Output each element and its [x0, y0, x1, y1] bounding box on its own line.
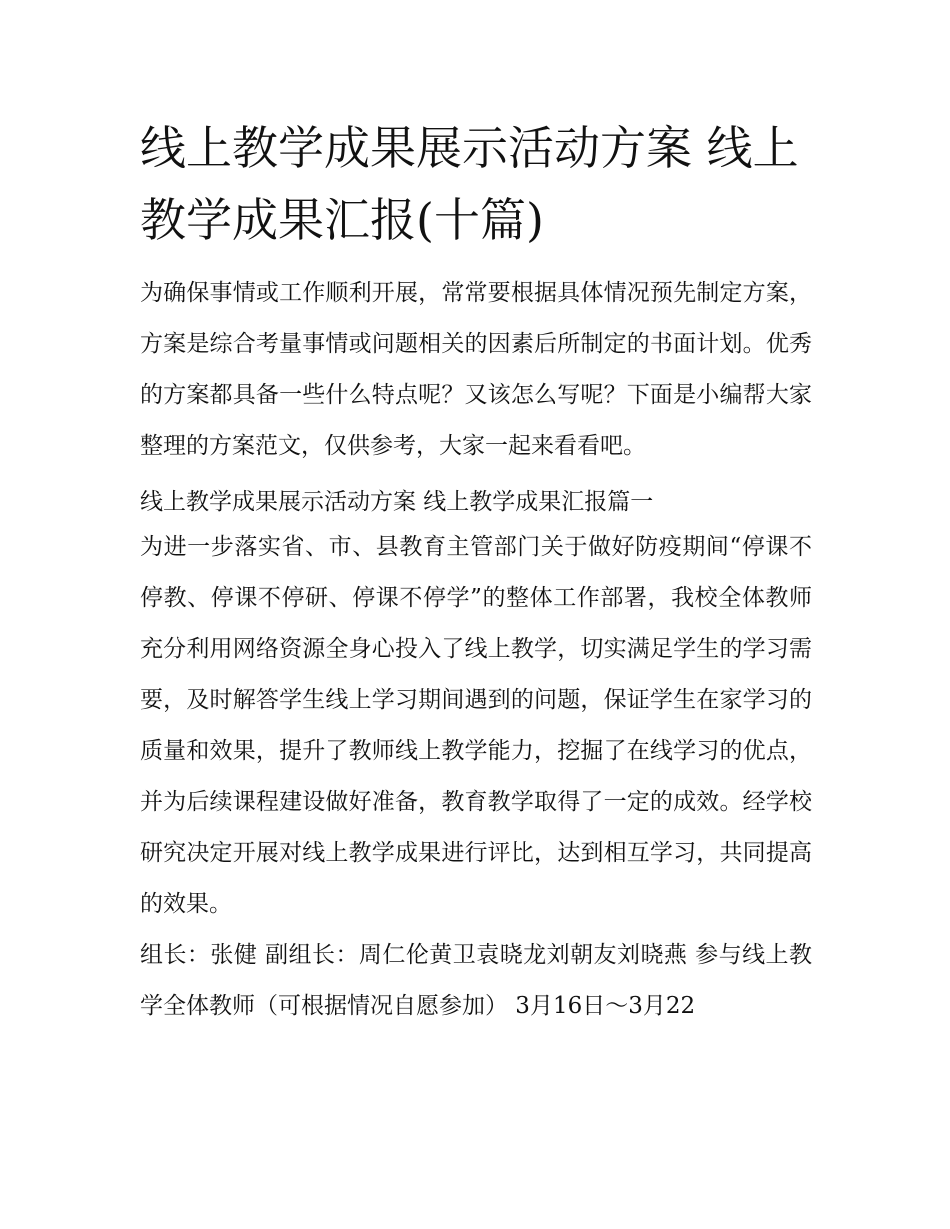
intro-paragraph: 为确保事情或工作顺利开展，常常要根据具体情况预先制定方案，方案是综合考量事情或问题相关的因素后所制定的书面计划。优秀的方案都具备一些什么特点呢？又该怎么写呢？下面是小编帮大家整理的方案范文，仅供参考，大家一起来看看吧。	[140, 280, 812, 459]
organization-paragraph: 组长：张健 副组长：周仁伦黄卫袁晓龙刘朝友刘晓燕 参与线上教学全体教师（可根据情况自愿参加） 3月16日～3月22	[140, 942, 812, 1019]
document-title: 线上教学成果展示活动方案 线上教学成果汇报(十篇)	[140, 121, 799, 247]
document-page	[140, 112, 812, 1032]
body-paragraph: 为进一步落实省、市、县教育主管部门关于做好防疫期间“停课不停教、停课不停研、停课不停学”的整体工作部署，我校全体教师充分利用网络资源全身心投入了线上教学，切实满足学生的学习需要，及时解答学生线上学习期间遇到的问题，保证学生在家学习的质量和效果，提升了教师线上教学能力，挖掘了在线学习的优点，并为后续课程建设做好准备，教育教学取得了一定的成效。经学校研究决定开展对线上教学成果进行评比，达到相互学习，共同提高的效果。	[140, 534, 812, 917]
section-heading: 线上教学成果展示活动方案 线上教学成果汇报篇一	[140, 489, 654, 515]
